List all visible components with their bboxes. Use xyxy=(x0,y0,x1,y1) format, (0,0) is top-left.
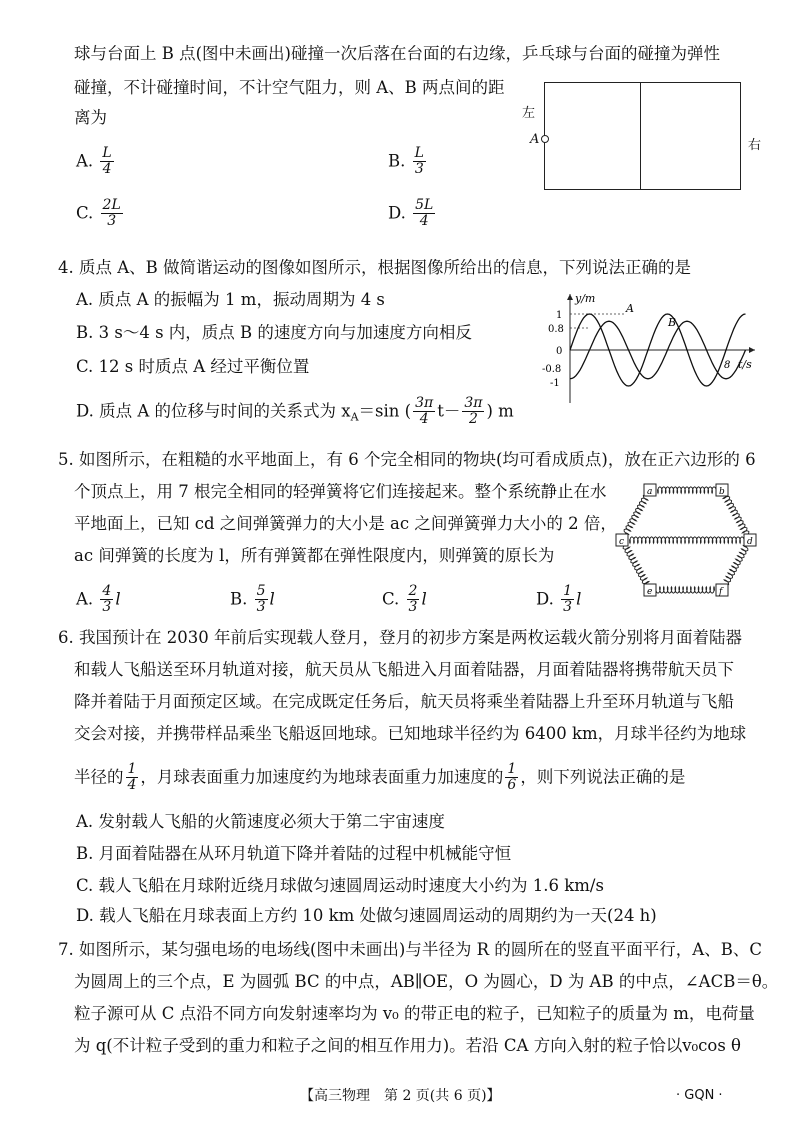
q5-line-4: ac 间弹簧的长度为 l，所有弹簧都在弹性限度内，则弹簧的原长为 xyxy=(74,546,555,565)
q5-option-d: D. $\frac{1}{3}$ l xyxy=(536,583,582,616)
y-axis-label: y/m xyxy=(575,292,596,305)
q7-line-4: 为 q(不计粒子受到的重力和粒子之间的相互作用力)。若沿 CA 方向入射的粒子恰以v₀cos θ xyxy=(74,1036,741,1055)
q4-stem: 4. 质点 A、B 做简谐运动的图像如图所示，根据图像所给出的信息，下列说法正确的是 xyxy=(58,258,692,277)
footer-code: · GQN · xyxy=(676,1088,723,1103)
block-label-c: c xyxy=(619,537,625,547)
block-label-a: a xyxy=(647,487,653,497)
tick-t-8: 8 xyxy=(724,360,731,371)
blocks-group xyxy=(616,484,756,597)
q6-option-a: A. 发射载人飞船的火箭速度必须大于第二宇宙速度 xyxy=(76,812,445,831)
q5-option-c: C. $\frac{2}{3}$ l xyxy=(382,583,427,616)
q6-line-4: 交会对接，并携带样品乘坐飞船返回地球。已知地球半径约为 6400 km，月球半径约为地球 xyxy=(74,724,747,743)
q7-line-2: 为圆周上的三个点，E 为圆弧 BC 的中点，AB∥OE，O 为圆心，D 为 AB 的中点，∠ACB＝θ。 xyxy=(74,972,779,991)
tick-neg-1: -1 xyxy=(550,378,560,389)
tick-0-8: 0.8 xyxy=(548,324,564,335)
q6-option-b: B. 月面着陆器在从环月轨道下降并着陆的过程中机械能守恒 xyxy=(76,844,512,863)
tick-1: 1 xyxy=(556,310,563,321)
block-label-e: e xyxy=(647,587,653,597)
tick-neg-0-8: -0.8 xyxy=(542,364,562,375)
q3-line-3: 离为 xyxy=(74,108,107,127)
q3-option-a: A. $\frac{L}{4}$ xyxy=(76,145,112,178)
q3-line-2: 碰撞，不计碰撞时间，不计空气阻力，则 A、B 两点间的距 xyxy=(74,78,505,97)
q4-option-c: C. 12 s 时质点 A 经过平衡位置 xyxy=(76,357,310,376)
y-axis-arrow xyxy=(567,294,573,300)
block-label-b: b xyxy=(719,487,725,497)
q6-option-c: C. 载人飞船在月球附近绕月球做匀速圆周运动时速度大小约为 1.6 km/s xyxy=(76,876,604,895)
q3-line-1: 球与台面上 B 点(图中未画出)碰撞一次后落在台面的右边缘，乒乓球与台面的碰撞为弹性 xyxy=(74,44,720,63)
q5-option-a: A. $\frac{4}{3}$ l xyxy=(76,583,121,616)
point-a-marker xyxy=(541,135,549,143)
q5-line-3: 平地面上，已知 cd 之间弹簧弹力的大小是 ac 之间弹簧弹力大小的 2 倍， xyxy=(74,514,617,533)
q5-option-b: B. $\frac{5}{3}$ l xyxy=(230,583,275,616)
curve-b-label: B xyxy=(668,316,677,329)
q5-line-2: 个顶点上，用 7 根完全相同的轻弹簧将它们连接起来。整个系统静止在水 xyxy=(74,482,607,501)
q3-option-b: B. $\frac{L}{3}$ xyxy=(388,145,424,178)
q4-oscillation-graph xyxy=(530,288,770,408)
q7-line-3: 粒子源可从 C 点沿不同方向发射速率均为 v₀ 的带正电的粒子，已知粒子的质量为 m，电荷量 xyxy=(74,1004,755,1023)
q6-line-2: 和载人飞船送至环月轨道对接，航天员从飞船进入月面着陆器，月面着陆器将携带航天员下 xyxy=(74,660,734,679)
block-label-f: f xyxy=(719,587,723,597)
q6-line-5: 半径的 $\frac{1}{4}$ ，月球表面重力加速度约为地球表面重力加速度的 $\frac{1}{6}$ ，则下列说法正确的是 xyxy=(74,761,686,794)
curve-a-label: A xyxy=(626,302,634,315)
q4-option-b: B. 3 s～4 s 内，质点 B 的速度方向与加速度方向相反 xyxy=(76,323,472,342)
q5-line-1: 5. 如图所示，在粗糙的水平地面上，有 6 个完全相同的物块(均可看成质点)，放在正六边形的 6 xyxy=(58,450,756,469)
q3-fig-left-label: 左 xyxy=(522,106,536,121)
springs xyxy=(623,487,749,593)
t-axis-label: t/s xyxy=(738,358,752,371)
block-label-d: d xyxy=(747,537,753,547)
q4-option-d: D. 质点 A 的位移与时间的关系式为 $x_A=\sin$ ( $\frac{3\pi}{4}$ t－ $\frac{3\pi}{2}$ ) m xyxy=(76,395,514,428)
t-axis-arrow xyxy=(749,347,755,353)
q3-fig-a-label: A xyxy=(530,132,540,147)
q3-option-c: C. $\frac{2L}{3}$ xyxy=(76,197,121,230)
q5-hexagon-figure xyxy=(612,478,762,608)
q4-option-a: A. 质点 A 的振幅为 1 m，振动周期为 4 s xyxy=(76,290,385,309)
q3-table-figure xyxy=(544,82,741,190)
q6-line-3: 降并着陆于月面预定区域。在完成既定任务后，航天员将乘坐着陆器上升至环月轨道与飞船 xyxy=(74,692,734,711)
q7-line-1: 7. 如图所示，某匀强电场的电场线(图中未画出)与半径为 R 的圆所在的竖直平面平行，A、B、C xyxy=(58,940,762,959)
table-net-line xyxy=(640,83,641,189)
q3-option-d: D. $\frac{5L}{4}$ xyxy=(388,197,434,230)
footer-page-info: 【高三物理 第 2 页(共 6 页)】 xyxy=(300,1088,501,1104)
q6-option-d: D. 载人飞船在月球表面上方约 10 km 处做匀速圆周运动的周期约为一天(24 h) xyxy=(76,906,657,925)
q3-fig-right-label: 右 xyxy=(748,138,762,153)
tick-0: 0 xyxy=(556,346,563,357)
q6-line-1: 6. 我国预计在 2030 年前后实现载人登月，登月的初步方案是两枚运载火箭分别将月面着陆器 xyxy=(58,628,742,647)
